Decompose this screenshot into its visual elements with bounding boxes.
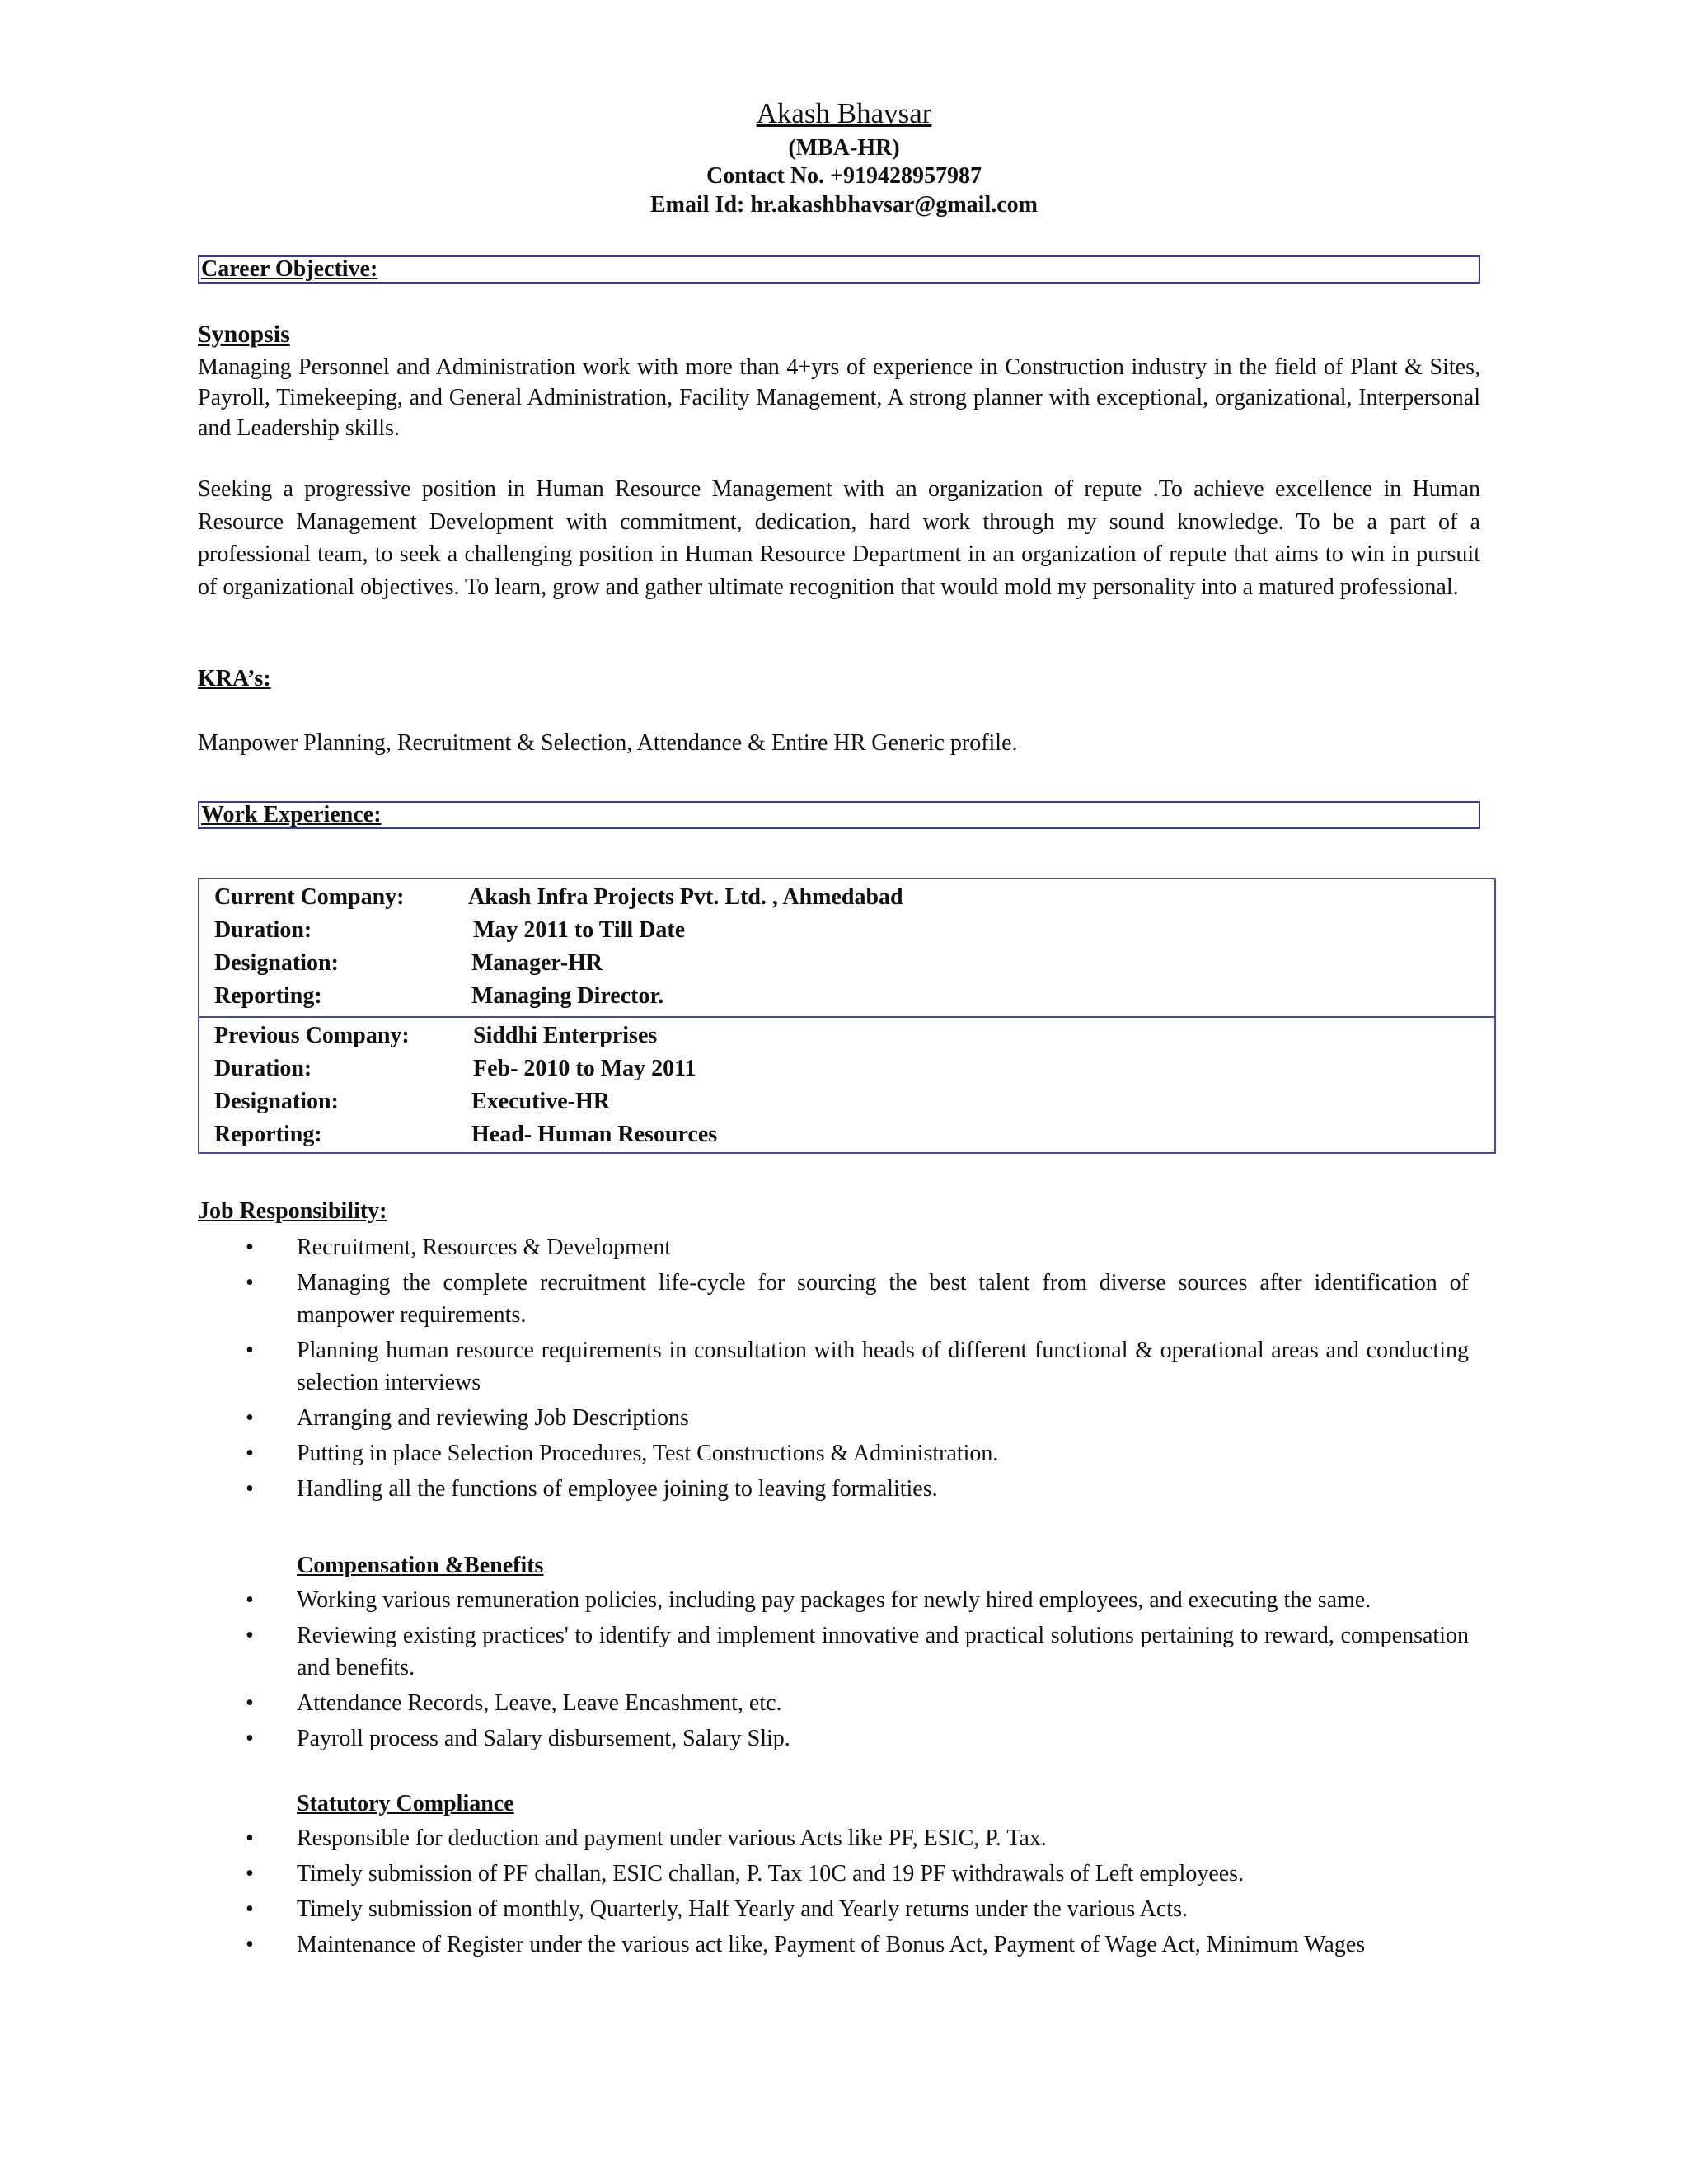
list-item: • Attendance Records, Leave, Leave Encashment, etc. bbox=[198, 1687, 1469, 1719]
previous-duration-value: Feb- 2010 to May 2011 bbox=[473, 1056, 696, 1081]
current-company-label: Current Company: bbox=[214, 884, 405, 910]
current-designation-value: Manager-HR bbox=[471, 950, 603, 976]
statutory-compliance-heading: Statutory Compliance bbox=[297, 1791, 514, 1816]
job-responsibility-heading: Job Responsibility: bbox=[198, 1198, 387, 1224]
list-item: • Working various remuneration policies, including pay packages for newly hired employees, and executing the same. bbox=[198, 1584, 1469, 1616]
synopsis-heading: Synopsis bbox=[198, 321, 290, 348]
compensation-list bbox=[198, 1584, 1469, 1758]
list-item: • Reviewing existing practices' to identify and implement innovative and practical solutions pertaining to reward, compensation and benefits. bbox=[198, 1619, 1469, 1684]
list-item: • Managing the complete recruitment life-cycle for sourcing the best talent from diverse sources after identification of manpower requirements. bbox=[198, 1267, 1469, 1331]
email-id: Email Id: hr.akashbhavsar@gmail.com bbox=[650, 192, 1038, 218]
previous-company-label: Previous Company: bbox=[214, 1023, 410, 1048]
list-item: • Putting in place Selection Procedures, Test Constructions & Administration. bbox=[198, 1437, 1469, 1469]
kra-heading: KRA’s: bbox=[198, 666, 271, 691]
current-reporting-label: Reporting: bbox=[214, 983, 322, 1009]
list-item: • Handling all the functions of employee joining to leaving formalities. bbox=[198, 1473, 1469, 1505]
compensation-heading: Compensation &Benefits bbox=[297, 1553, 544, 1578]
previous-company-value: Siddhi Enterprises bbox=[473, 1023, 658, 1048]
current-designation-label: Designation: bbox=[214, 950, 339, 976]
candidate-degree: (MBA-HR) bbox=[788, 135, 900, 161]
experience-table bbox=[198, 878, 1496, 1154]
list-item: • Planning human resource requirements in consultation with heads of different functional & operational areas and conducting selection interviews bbox=[198, 1334, 1469, 1399]
experience-divider bbox=[199, 1016, 1494, 1018]
statutory-compliance-list bbox=[198, 1822, 1469, 1964]
kra-text: Manpower Planning, Recruitment & Selection, Attendance & Entire HR Generic profile. bbox=[198, 730, 1018, 756]
work-experience-heading: Work Experience: bbox=[198, 801, 1480, 829]
list-item: • Recruitment, Resources & Development bbox=[198, 1231, 1469, 1263]
current-duration-label: Duration: bbox=[214, 917, 312, 943]
synopsis-paragraph-1: Managing Personnel and Administration work with more than 4+yrs of experience in Construction industry in the field of Plant & Sites, Payroll, Timekeeping, and General Administration, Facility Management, A strong planner with exceptional, organizational, Interpersonal and Leadership skills. bbox=[198, 354, 1480, 441]
previous-designation-value: Executive-HR bbox=[471, 1089, 610, 1114]
list-item: • Arranging and reviewing Job Descriptions bbox=[198, 1402, 1469, 1434]
current-duration-value: May 2011 to Till Date bbox=[473, 917, 686, 943]
previous-reporting-label: Reporting: bbox=[214, 1122, 322, 1147]
current-reporting-value: Managing Director. bbox=[471, 983, 664, 1009]
list-item: • Maintenance of Register under the various act like, Payment of Bonus Act, Payment of Wage Act, Minimum Wages bbox=[198, 1929, 1469, 1961]
list-item: • Timely submission of PF challan, ESIC challan, P. Tax 10C and 19 PF withdrawals of Left employees. bbox=[198, 1858, 1469, 1890]
list-item: • Responsible for deduction and payment under various Acts like PF, ESIC, P. Tax. bbox=[198, 1822, 1469, 1854]
job-responsibility-list bbox=[198, 1231, 1469, 1508]
list-item: • Timely submission of monthly, Quarterly, Half Yearly and Yearly returns under the various Acts. bbox=[198, 1893, 1469, 1925]
candidate-name: Akash Bhavsar bbox=[756, 97, 932, 129]
synopsis-paragraph-2: Seeking a progressive position in Human Resource Management with an organization of repute .To achieve excellence in Human Resource Management Development with commitment, dedication, hard work through my sound knowledge. To be a part of a professional team, to seek a challenging position in Human Resource Department in an organization of repute that aims to win in pursuit of organizational objectives. To learn, grow and gather ultimate recognition that would mold my personality into a matured professional. bbox=[198, 476, 1480, 600]
career-objective-heading: Career Objective: bbox=[198, 255, 1480, 284]
previous-designation-label: Designation: bbox=[214, 1089, 339, 1114]
previous-reporting-value: Head- Human Resources bbox=[471, 1122, 718, 1147]
list-item: • Payroll process and Salary disbursement, Salary Slip. bbox=[198, 1722, 1469, 1755]
current-company-value: Akash Infra Projects Pvt. Ltd. , Ahmedabad bbox=[468, 884, 903, 910]
previous-duration-label: Duration: bbox=[214, 1056, 312, 1081]
contact-number: Contact No. +919428957987 bbox=[706, 163, 982, 189]
